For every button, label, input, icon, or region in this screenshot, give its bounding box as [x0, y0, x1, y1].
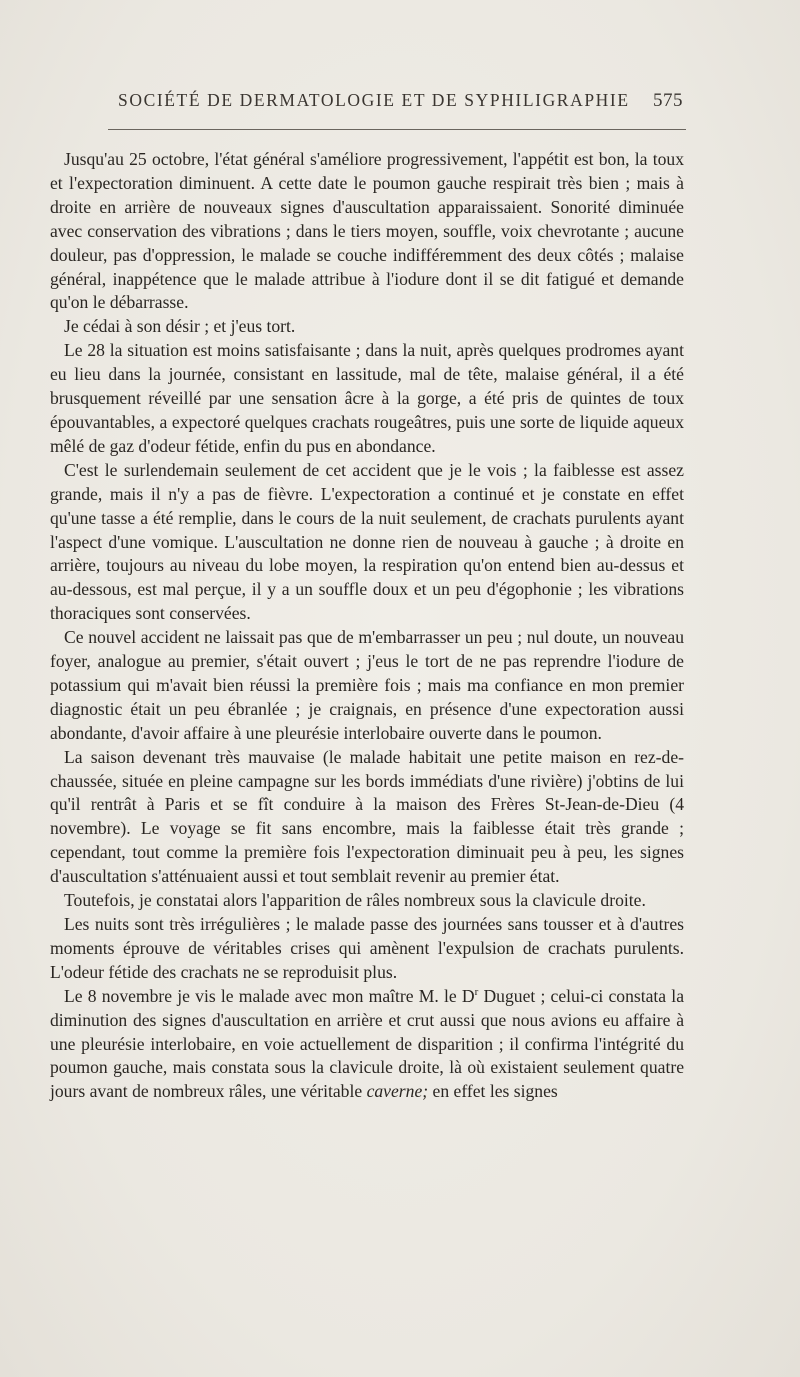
text-run: en effet les signes: [428, 1081, 558, 1102]
paragraph: Toutefois, je constatai alors l'apparition de râles nombreux sous la clavicule droite.: [64, 890, 646, 911]
paragraph-last: [50, 985, 684, 1105]
running-header: [118, 90, 683, 120]
italic-word: caverne;: [366, 1081, 429, 1102]
paragraph: Le 28 la situation est moins satisfaisante ; dans la nuit, après quelques prodromes ayant eu lieu dans la journée, consistant en lassitude, mal de tête, malaise général, il a été brusquement réveillé par une sensation âcre à la gorge, a été pris de quintes de toux épouvantables, a expectoré quelques crachats rougeâtres, puis une sorte de liquide aqueux mêlé de gaz d'odeur fétide, enfin du pus en abondance.: [50, 340, 684, 456]
paragraph: Les nuits sont très irrégulières ; le malade passe des journées sans tousser et à d'autres moments éprouve de véritables crises qui amènent l'expulsion de crachats purulents. L'odeur fétide des crachats ne se reproduisit plus.: [50, 914, 684, 982]
text-run: Duguet ; celui-ci constata la diminution des signes d'auscultation en arrière et crut aussi que nous avions eu affaire à une pleurésie interlobaire, en voie actuellement de disparition ; il confirma l'intégrité du poumon gauche, mais constata sous la clavicule droite, là où existaient seulement quatre jours avant de nombreux râles, une véritable: [50, 985, 685, 1102]
running-title: SOCIÉTÉ DE DERMATOLOGIE ET DE SYPHILIGRAPHIE: [118, 90, 630, 110]
paragraph: Ce nouvel accident ne laissait pas que de m'embarrasser un peu ; nul doute, un nouveau foyer, analogue au premier, s'était ouvert ; j'eus le tort de ne pas reprendre l'iodure de potassium qui m'avait bien réussi la première fois ; mais ma confiance en mon premier diagnostic était un peu ébranlée ; je craignais, en présence d'une expectoration aussi abondante, d'avoir affaire à une pleurésie interlobaire ouverte dans le poumon.: [50, 627, 684, 743]
paragraph: Jusqu'au 25 octobre, l'état général s'améliore progressivement, l'appétit est bon, la toux et l'expectoration diminuent. A cette date le poumon gauche respirait très bien ; mais à droite en arrière de nouveaux signes d'auscultation apparaissaient. Sonorité diminuée avec conservation des vibrations ; dans le tiers moyen, souffle, voix chevrotante ; aucune douleur, pas d'oppression, le malade se couche indifféremment des deux côtés ; malaise général, inappétence que le malade attribue à l'iodure dont il se dit fatigué et demande qu'on le débarrasse.: [50, 149, 684, 313]
paragraph: C'est le surlendemain seulement de cet accident que je le vois ; la faiblesse est assez grande, mais il n'y a pas de fièvre. L'expectoration a continué et je constate en effet qu'une tasse a été remplie, dans le cours de la nuit seulement, de crachats purulents ayant l'aspect d'une vomique. L'auscultation ne donne rien de nouveau à gauche ; à droite en arrière, toujours au niveau du lobe moyen, la respiration qu'on entend bien au-dessus et au-dessous, est mal perçue, il y a un souffle doux et un peu d'égophonie ; les vibrations thoraciques sont conservées.: [50, 459, 684, 624]
body-text: [50, 148, 684, 1104]
superscript: r: [474, 985, 479, 998]
page-number: 575: [653, 90, 683, 111]
paragraph: La saison devenant très mauvaise (le malade habitait une petite maison en rez-de-chaussée, située en pleine campagne sur les bords immédiats d'une rivière) j'obtins de lui qu'il rentrât à Paris et se fît conduire à la maison des Frères St-Jean-de-Dieu (4 novembre). Le voyage se fit sans encombre, mais la faiblesse était très grande ; cependant, tout comme la première fois l'expectoration diminuait peu à peu, les signes d'auscultation s'atténuaient aussi et tout semblait revenir au premier état.: [50, 746, 684, 887]
paragraph: Je cédai à son désir ; et j'eus tort.: [64, 316, 296, 337]
header-rule: [108, 129, 686, 130]
text-run: Le 8 novembre je vis le malade avec mon maître M. le D: [64, 985, 475, 1006]
